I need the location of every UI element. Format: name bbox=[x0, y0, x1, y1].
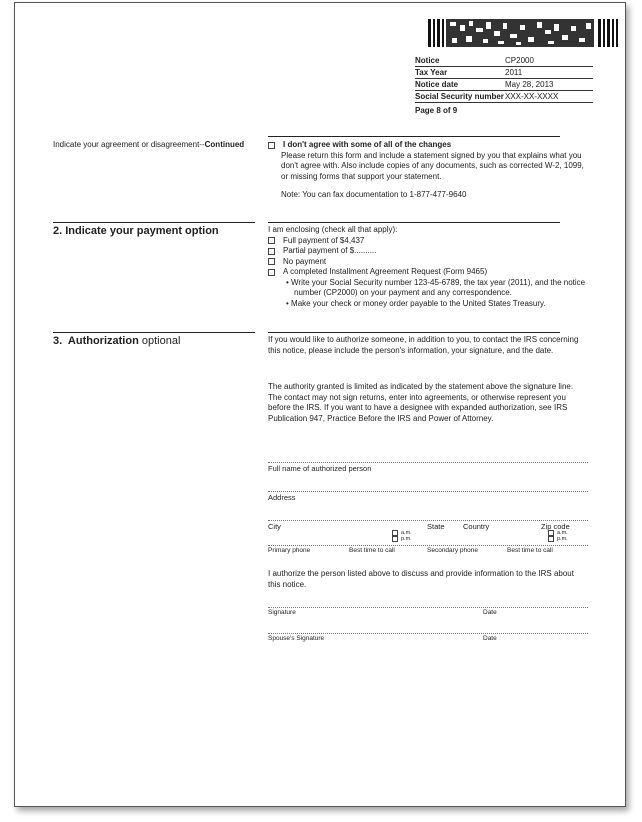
signature-label: Signature bbox=[268, 609, 296, 616]
partial-payment-checkbox[interactable] bbox=[268, 248, 275, 255]
city-label: City bbox=[268, 522, 281, 531]
notice-date-row: Notice date May 28, 2013 bbox=[415, 79, 593, 91]
city-field[interactable] bbox=[268, 520, 588, 521]
page-number: Page 8 of 9 bbox=[415, 106, 458, 115]
payment-bullet: • Write your Social Security number 123-45-6789, the tax year (2011), and the notice number (CP2000) on your payment and any correspondence. bbox=[286, 277, 586, 297]
date-label: Date bbox=[483, 609, 497, 616]
section-divider bbox=[53, 222, 255, 223]
section-divider bbox=[268, 332, 560, 333]
best-time-ampm-2: a.m. p.m. bbox=[548, 530, 568, 542]
best-time-ampm-1: a.m. p.m. bbox=[392, 530, 412, 542]
phone-field[interactable] bbox=[268, 545, 588, 546]
ssn-row: Social Security number XXX-XX-XXXX bbox=[415, 91, 593, 103]
section-divider bbox=[268, 222, 560, 223]
notice-row: Notice CP2000 bbox=[415, 55, 593, 67]
full-name-field[interactable] bbox=[268, 462, 588, 463]
payment-options: I am enclosing (check all that apply): Full payment of $4,437 Partial payment of $.......... No payment A completed Installment Agreement Request (Form 9465) • Write your Social Security number 123-45-6789, the tax year (2011), and the notice number (CP2000) on your payment and any correspondence. • Make your check or money order payable to the United States Treasury. bbox=[268, 225, 588, 309]
address-field[interactable] bbox=[268, 491, 588, 492]
date-label: Date bbox=[483, 635, 497, 642]
spouse-signature-label: Spouse's Signature bbox=[268, 635, 325, 642]
best-time-label: Best time to call bbox=[349, 547, 395, 554]
tax-year-row: Tax Year 2011 bbox=[415, 67, 593, 79]
zip-label: Zip code bbox=[541, 522, 570, 531]
pm-checkbox[interactable] bbox=[548, 536, 554, 542]
continued-label: Indicate your agreement or disagreement--Continued bbox=[53, 140, 245, 149]
payment-section-title: 2. Indicate your payment option bbox=[53, 225, 219, 237]
section-divider bbox=[268, 136, 560, 137]
spouse-signature-field[interactable] bbox=[268, 633, 588, 634]
no-payment-checkbox[interactable] bbox=[268, 258, 275, 265]
secondary-phone-label: Secondary phone bbox=[427, 547, 478, 554]
notice-page bbox=[14, 2, 626, 807]
signature-field[interactable] bbox=[268, 607, 588, 608]
barcode-image bbox=[428, 19, 618, 47]
full-name-label: Full name of authorized person bbox=[268, 464, 372, 473]
notice-info-box bbox=[415, 55, 593, 115]
disagree-checkbox[interactable] bbox=[268, 142, 275, 149]
disagree-block bbox=[268, 140, 588, 201]
disagree-heading: I don't agree with some of all of the changes bbox=[283, 140, 452, 149]
state-label: State bbox=[427, 522, 445, 531]
authorization-para2: The authority granted is limited as indicated by the statement above the signature line. The contact may not sign returns, enter into agreements, or otherwise represent you before the IRS. If you want to have a designee with expanded authorization, see IRS Publication 947, Practice Before the IRS and Power of Attorney. bbox=[268, 382, 574, 423]
primary-phone-label: Primary phone bbox=[268, 547, 311, 554]
section-divider bbox=[53, 332, 255, 333]
disagree-body: Please return this form and include a statement signed by you that explains what you don't agree with. Also include copies of any documents, such as corrected W-2, 1099, or missing forms that support your statement. bbox=[281, 150, 584, 181]
payment-bullet: • Make your check or money order payable to the United States Treasury. bbox=[286, 298, 546, 308]
full-payment-checkbox[interactable] bbox=[268, 237, 275, 244]
installment-checkbox[interactable] bbox=[268, 269, 275, 276]
authorization-section-title: 3. Authorization optional bbox=[53, 335, 181, 347]
fax-note: Note: You can fax documentation to 1-877-477-9640 bbox=[281, 190, 467, 199]
authorization-para1: If you would like to authorize someone, in addition to you, to contact the IRS concerning this notice, please include the person's information, your signature, and the date. bbox=[268, 335, 579, 355]
country-label: Country bbox=[463, 522, 490, 531]
authorize-statement: I authorize the person listed above to discuss and provide information to the IRS about this notice. bbox=[268, 569, 574, 589]
pm-checkbox[interactable] bbox=[392, 536, 398, 542]
address-label: Address bbox=[268, 493, 296, 502]
best-time-label: Best time to call bbox=[507, 547, 553, 554]
payment-intro: I am enclosing (check all that apply): bbox=[268, 225, 398, 234]
